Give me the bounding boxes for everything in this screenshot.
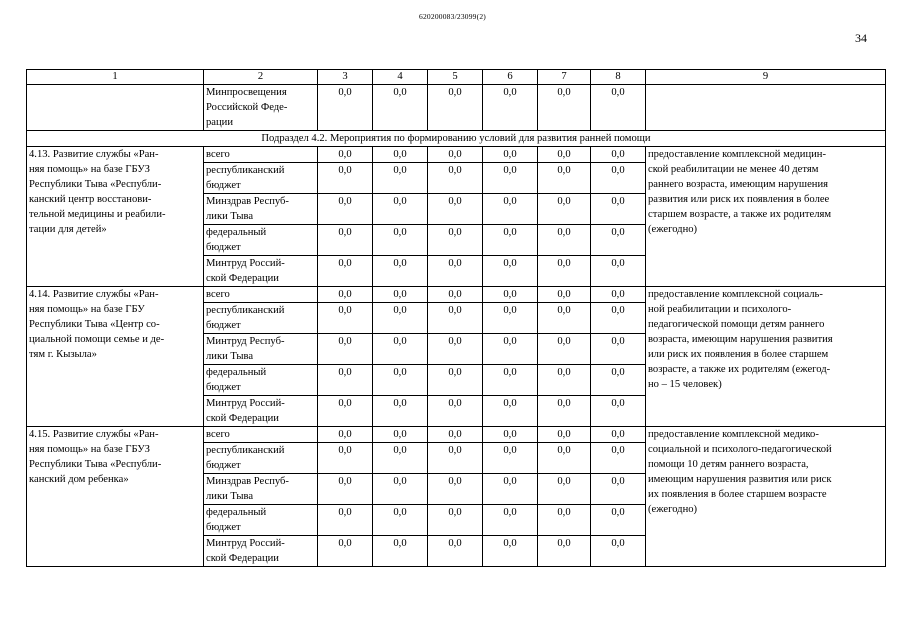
text-line: Республики Тыва «Республи-	[29, 179, 162, 190]
text-line: Минздрав Респуб-	[206, 196, 289, 207]
value-cell: 0,0	[483, 287, 538, 303]
text-line: предоставление комплексной медико-	[648, 429, 819, 440]
value-cell: 0,0	[428, 334, 483, 365]
value-cell: 0,0	[483, 536, 538, 567]
text-line: ской Федерации	[206, 273, 279, 284]
subsection-row	[27, 131, 886, 147]
value-cell: 0,0	[591, 536, 646, 567]
value-cell: 0,0	[373, 194, 428, 225]
value-cell: 0,0	[428, 474, 483, 505]
text-line: канский дом ребенка»	[29, 474, 129, 485]
text-line: Минтруд Россий-	[206, 258, 285, 269]
text-line: раннего возраста, имеющим нарушения	[648, 179, 829, 190]
value-cell: 0,0	[373, 256, 428, 287]
value-cell: 0,0	[483, 194, 538, 225]
value-cell: 0,0	[373, 505, 428, 536]
text-line: возрасте, а также их родителям (ежегод-	[648, 364, 831, 375]
text-line: (ежегодно)	[648, 504, 698, 515]
text-line: Минздрав Респуб-	[206, 476, 289, 487]
value-cell: 0,0	[428, 256, 483, 287]
funding-source-cell	[204, 287, 318, 303]
text-line: 4.13. Развитие службы «Ран-	[29, 149, 159, 160]
table-row	[27, 287, 886, 303]
value-cell: 0,0	[538, 225, 591, 256]
value-cell: 0,0	[428, 427, 483, 443]
text-line: няя помощь» на базе ГБУЗ	[29, 164, 150, 175]
text-line: бюджет	[206, 522, 241, 533]
text-line: ской реабилитации не менее 40 детям	[648, 164, 819, 175]
table-row	[27, 147, 886, 163]
value-cell: 0,0	[373, 147, 428, 163]
value-cell: 0,0	[591, 396, 646, 427]
value-cell: 0,0	[591, 287, 646, 303]
value-cell: 0,0	[428, 365, 483, 396]
funding-source-cell	[204, 303, 318, 334]
text-line: но – 15 человек)	[648, 379, 722, 390]
text-line: канский центр восстанови-	[29, 194, 152, 205]
value-cell: 0,0	[428, 85, 483, 131]
value-cell: 0,0	[373, 225, 428, 256]
value-cell: 0,0	[373, 443, 428, 474]
text-line: Минпросвещения	[206, 87, 287, 98]
value-cell: 0,0	[538, 287, 591, 303]
value-cell: 0,0	[483, 396, 538, 427]
funding-source-cell	[204, 474, 318, 505]
text-line: педагогической помощи детям раннего	[648, 319, 825, 330]
text-line: социальной и психолого-педагогической	[648, 444, 832, 455]
value-cell: 0,0	[318, 287, 373, 303]
text-line: ской Федерации	[206, 413, 279, 424]
text-line: всего	[206, 149, 230, 160]
funding-source-cell	[204, 147, 318, 163]
value-cell: 0,0	[591, 225, 646, 256]
value-cell: 0,0	[538, 194, 591, 225]
column-header-3: 3	[318, 70, 373, 85]
text-line: старшем возрасте, а также их родителям	[648, 209, 832, 220]
text-line: циальной помощи семье и де-	[29, 334, 165, 345]
result-cell	[646, 287, 886, 427]
value-cell: 0,0	[318, 85, 373, 131]
column-header-5: 5	[428, 70, 483, 85]
funding-source-cell	[204, 225, 318, 256]
value-cell: 0,0	[483, 334, 538, 365]
text-line: лики Тыва	[206, 491, 254, 502]
text-line: няя помощь» на базе ГБУЗ	[29, 444, 150, 455]
value-cell: 0,0	[318, 256, 373, 287]
text-line: республиканский	[206, 165, 285, 176]
activity-cell	[27, 427, 204, 567]
value-cell: 0,0	[483, 443, 538, 474]
value-cell: 0,0	[428, 194, 483, 225]
text-line: развития или риск их появления в более	[648, 194, 830, 205]
value-cell: 0,0	[318, 365, 373, 396]
text-line: бюджет	[206, 242, 241, 253]
value-cell: 0,0	[591, 303, 646, 334]
funding-source-cell	[204, 427, 318, 443]
value-cell: 0,0	[318, 474, 373, 505]
value-cell: 0,0	[538, 365, 591, 396]
value-cell: 0,0	[483, 365, 538, 396]
text-line: Минтруд Россий-	[206, 538, 285, 549]
text-line: или риск их появления в более старшем	[648, 349, 829, 360]
value-cell: 0,0	[483, 427, 538, 443]
text-line: бюджет	[206, 382, 241, 393]
value-cell: 0,0	[591, 365, 646, 396]
value-cell: 0,0	[373, 163, 428, 194]
table-row	[27, 427, 886, 443]
text-line: ной реабилитации и психолого-	[648, 304, 792, 315]
program-table	[26, 69, 886, 567]
value-cell: 0,0	[318, 427, 373, 443]
value-cell: 0,0	[428, 396, 483, 427]
value-cell: 0,0	[538, 85, 591, 131]
value-cell: 0,0	[318, 303, 373, 334]
value-cell: 0,0	[483, 85, 538, 131]
value-cell: 0,0	[538, 474, 591, 505]
value-cell: 0,0	[591, 85, 646, 131]
funding-source-cell	[204, 334, 318, 365]
text-line: (ежегодно)	[648, 224, 698, 235]
funding-source-cell	[204, 85, 318, 131]
column-header-8: 8	[591, 70, 646, 85]
text-line: республиканский	[206, 305, 285, 316]
text-line: тям г. Кызыла»	[29, 349, 97, 360]
text-line: республиканский	[206, 445, 285, 456]
value-cell: 0,0	[318, 225, 373, 256]
value-cell: 0,0	[483, 163, 538, 194]
value-cell: 0,0	[373, 474, 428, 505]
text-line: няя помощь» на базе ГБУ	[29, 304, 145, 315]
funding-source-cell	[204, 194, 318, 225]
value-cell: 0,0	[538, 443, 591, 474]
value-cell: 0,0	[318, 194, 373, 225]
text-line: лики Тыва	[206, 211, 254, 222]
value-cell: 0,0	[591, 443, 646, 474]
text-line: тации для детей»	[29, 224, 107, 235]
value-cell: 0,0	[428, 287, 483, 303]
value-cell: 0,0	[483, 303, 538, 334]
value-cell: 0,0	[428, 147, 483, 163]
value-cell: 0,0	[538, 505, 591, 536]
text-line: имеющим нарушения развития или риск	[648, 474, 832, 485]
value-cell: 0,0	[538, 536, 591, 567]
column-header-1: 1	[27, 70, 204, 85]
value-cell: 0,0	[428, 225, 483, 256]
text-line: 4.15. Развитие службы «Ран-	[29, 429, 159, 440]
funding-source-cell	[204, 163, 318, 194]
value-cell: 0,0	[591, 505, 646, 536]
value-cell: 0,0	[591, 163, 646, 194]
column-header-4: 4	[373, 70, 428, 85]
value-cell: 0,0	[538, 427, 591, 443]
value-cell: 0,0	[538, 163, 591, 194]
value-cell: 0,0	[591, 256, 646, 287]
value-cell: 0,0	[373, 427, 428, 443]
text-line: бюджет	[206, 320, 241, 331]
text-line: предоставление комплексной социаль-	[648, 289, 823, 300]
text-line: Российской Феде-	[206, 102, 288, 113]
value-cell: 0,0	[318, 443, 373, 474]
text-line: 4.14. Развитие службы «Ран-	[29, 289, 159, 300]
text-line: Минтруд Респуб-	[206, 336, 285, 347]
result-cell	[646, 85, 886, 131]
text-line: всего	[206, 289, 230, 300]
value-cell: 0,0	[483, 225, 538, 256]
value-cell: 0,0	[483, 256, 538, 287]
text-line: всего	[206, 429, 230, 440]
value-cell: 0,0	[591, 474, 646, 505]
result-cell	[646, 147, 886, 287]
text-line: Минтруд Россий-	[206, 398, 285, 409]
text-line: Республики Тыва «Центр со-	[29, 319, 160, 330]
column-header-7: 7	[538, 70, 591, 85]
value-cell: 0,0	[318, 334, 373, 365]
funding-source-cell	[204, 443, 318, 474]
text-line: федеральный	[206, 227, 267, 238]
value-cell: 0,0	[428, 536, 483, 567]
text-line: федеральный	[206, 367, 267, 378]
text-line: возраста, имеющим нарушения развития	[648, 334, 833, 345]
value-cell: 0,0	[538, 396, 591, 427]
value-cell: 0,0	[428, 505, 483, 536]
text-line: их появления в более старшем возрасте	[648, 489, 827, 500]
value-cell: 0,0	[591, 427, 646, 443]
funding-source-cell	[204, 365, 318, 396]
value-cell: 0,0	[538, 256, 591, 287]
text-line: помощи 10 детям раннего возраста,	[648, 459, 809, 470]
value-cell: 0,0	[373, 396, 428, 427]
subsection-title: Подраздел 4.2. Мероприятия по формированию условий для развития ранней помощи	[27, 131, 886, 147]
result-cell	[646, 427, 886, 567]
value-cell: 0,0	[483, 147, 538, 163]
value-cell: 0,0	[483, 474, 538, 505]
activity-cell	[27, 85, 204, 131]
text-line: бюджет	[206, 180, 241, 191]
activity-cell	[27, 287, 204, 427]
value-cell: 0,0	[318, 505, 373, 536]
value-cell: 0,0	[318, 536, 373, 567]
value-cell: 0,0	[373, 287, 428, 303]
column-header-9: 9	[646, 70, 886, 85]
activity-cell	[27, 147, 204, 287]
value-cell: 0,0	[428, 163, 483, 194]
funding-source-cell	[204, 505, 318, 536]
text-line: рации	[206, 117, 234, 128]
text-line: тельной медицины и реабили-	[29, 209, 166, 220]
column-header-row	[27, 70, 886, 85]
value-cell: 0,0	[428, 303, 483, 334]
page-number: 34	[855, 31, 867, 45]
value-cell: 0,0	[318, 396, 373, 427]
funding-source-cell	[204, 396, 318, 427]
value-cell: 0,0	[591, 194, 646, 225]
column-header-2: 2	[204, 70, 318, 85]
value-cell: 0,0	[591, 334, 646, 365]
value-cell: 0,0	[373, 85, 428, 131]
text-line: федеральный	[206, 507, 267, 518]
text-line: Республики Тыва «Республи-	[29, 459, 162, 470]
value-cell: 0,0	[591, 147, 646, 163]
value-cell: 0,0	[373, 536, 428, 567]
document-code: 620200083/23099(2)	[419, 12, 486, 21]
value-cell: 0,0	[373, 303, 428, 334]
table-row	[27, 85, 886, 131]
value-cell: 0,0	[318, 163, 373, 194]
value-cell: 0,0	[483, 505, 538, 536]
value-cell: 0,0	[318, 147, 373, 163]
value-cell: 0,0	[538, 334, 591, 365]
text-line: лики Тыва	[206, 351, 254, 362]
text-line: предоставление комплексной медицин-	[648, 149, 826, 160]
value-cell: 0,0	[373, 365, 428, 396]
column-header-6: 6	[483, 70, 538, 85]
text-line: бюджет	[206, 460, 241, 471]
funding-source-cell	[204, 536, 318, 567]
value-cell: 0,0	[428, 443, 483, 474]
text-line: ской Федерации	[206, 553, 279, 564]
value-cell: 0,0	[538, 147, 591, 163]
value-cell: 0,0	[538, 303, 591, 334]
funding-source-cell	[204, 256, 318, 287]
value-cell: 0,0	[373, 334, 428, 365]
